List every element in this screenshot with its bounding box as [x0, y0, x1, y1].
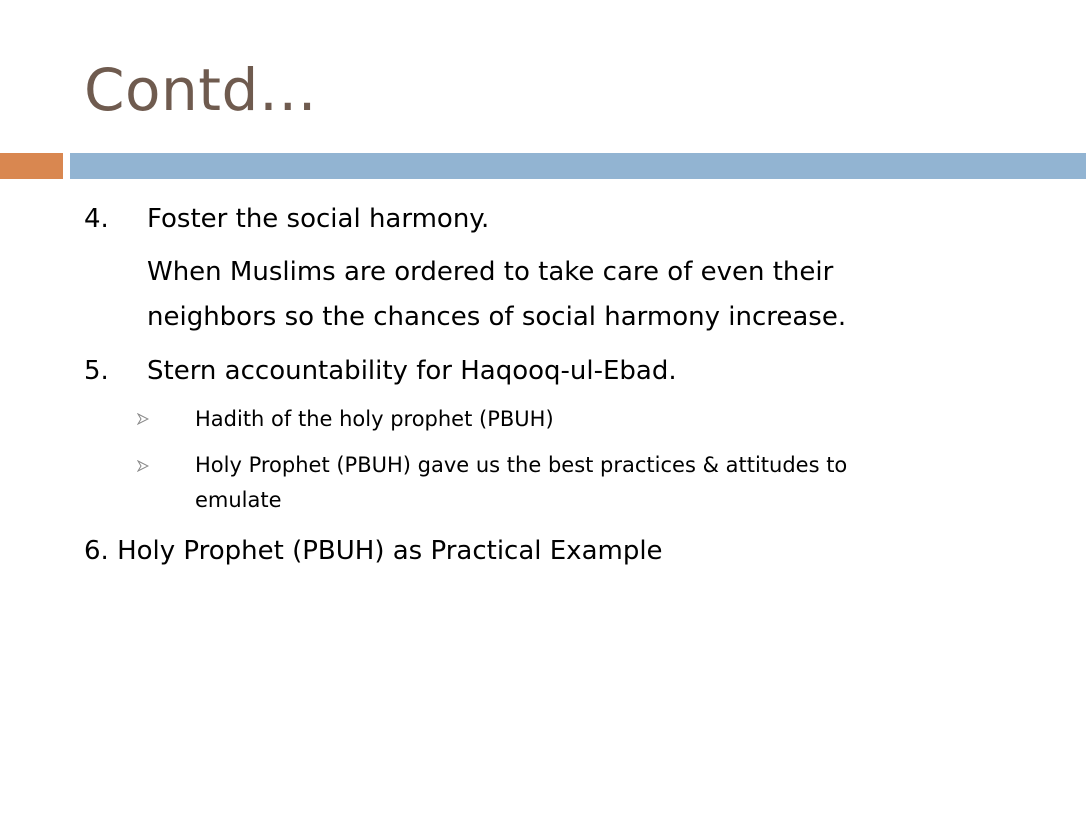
- sub-bullet-line: Holy Prophet (PBUH) gave us the best practices & attitudes to: [195, 453, 848, 477]
- item-heading: 6. Holy Prophet (PBUH) as Practical Example: [84, 536, 663, 566]
- sub-bullet-line: emulate: [195, 488, 282, 512]
- item-paragraph-line: neighbors so the chances of social harmony increase.: [147, 302, 847, 332]
- item-heading: Foster the social harmony.: [147, 204, 490, 234]
- arrow-bullet-icon: [137, 413, 149, 425]
- sub-bullet-line: Hadith of the holy prophet (PBUH): [195, 407, 554, 431]
- arrow-bullet-icon: [137, 460, 149, 472]
- item-number: 5.: [84, 356, 109, 386]
- item-number: 4.: [84, 204, 109, 234]
- slide-title: Contd…: [84, 56, 318, 124]
- item-heading: Stern accountability for Haqooq-ul-Ebad.: [147, 356, 677, 386]
- item-paragraph-line: When Muslims are ordered to take care of even their: [147, 257, 834, 287]
